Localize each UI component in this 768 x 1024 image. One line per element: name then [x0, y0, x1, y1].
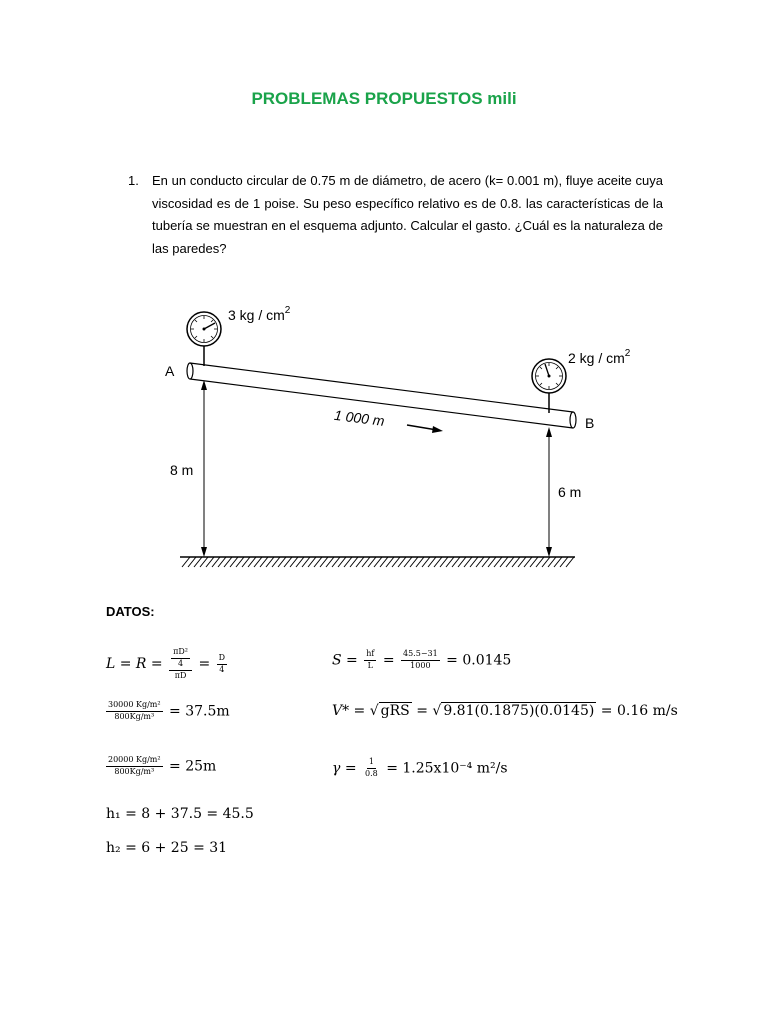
point-b-label: B [585, 415, 595, 431]
pressure-gauge-a [187, 312, 221, 366]
pressure-gauge-b [532, 359, 566, 413]
height-arrow-b [546, 427, 552, 557]
flow-direction-arrow [407, 425, 443, 433]
ground-hatching [182, 557, 574, 567]
gauge-a-exponent: 2 [284, 305, 291, 316]
pipe-length-label: 1 000 m [333, 406, 386, 429]
height-b-label: 6 m [558, 484, 582, 500]
equation-h1: h₁ = 8 + 37.5 = 45.5 [106, 806, 254, 822]
gauge-a-label: 3 kg / $cm^2$ [228, 305, 291, 323]
page-title: PROBLEMAS PROPUESTOS mili [251, 89, 517, 108]
height-arrow-a [201, 380, 207, 557]
gauge-b-exponent: 2 [624, 348, 631, 359]
equation-kinematic-viscosity: γ = $\frac{1}{0.8}$ = 1.25x10⁻⁴ m²/s [332, 757, 508, 778]
fraction-area-over-perimeter: $\frac{\frac{\text{πD²}}{4}}{\pi D}$ [169, 648, 192, 680]
problem-number: 1. [128, 173, 139, 188]
gauge-b-label: 2 kg / $cm^2$ [568, 348, 631, 366]
equation-h2: h₂ = 6 + 25 = 31 [106, 840, 228, 856]
equation-head-b: $\frac{\text{20000 Kg/m²}}{\text{800Kg/m³}}$ = 25m [108, 755, 217, 776]
fraction-d-over-4: $\frac{D}{4}$ [218, 652, 226, 674]
point-a-label: A [165, 363, 175, 379]
problem-text: En un conducto circular de 0.75 m de diámetro, de acero (k= 0.001 m), fluye aceite cuya viscosidad es de 1 poise. Su peso específico relativo es de 0.8. las características de la tubería se muestran en el esquema adjunto. Calcular el gasto. ¿Cuál es la naturaleza de las paredes? [152, 173, 663, 256]
equation-shear-velocity: V* = √ gRS = √ 9.81(0.1875)(0.0145) = 0.16 m/s [332, 703, 678, 719]
equation-head-a: $\frac{\text{30000 Kg/m²}}{\text{800Kg/m³}}$ = 37.5m [108, 700, 230, 721]
equation-l-equals-r: L = R = $\frac{\frac{\text{πD²}}{4}}{\pi D}$ = $\frac{D}{4}$ [106, 647, 226, 680]
equation-slope: S = $\frac{hf}{L}$ = $\frac{45.5-31}{1000}$ = 0.0145 [332, 649, 512, 670]
height-a-label: 8 m [170, 462, 194, 478]
datos-heading: DATOS: [106, 604, 155, 619]
